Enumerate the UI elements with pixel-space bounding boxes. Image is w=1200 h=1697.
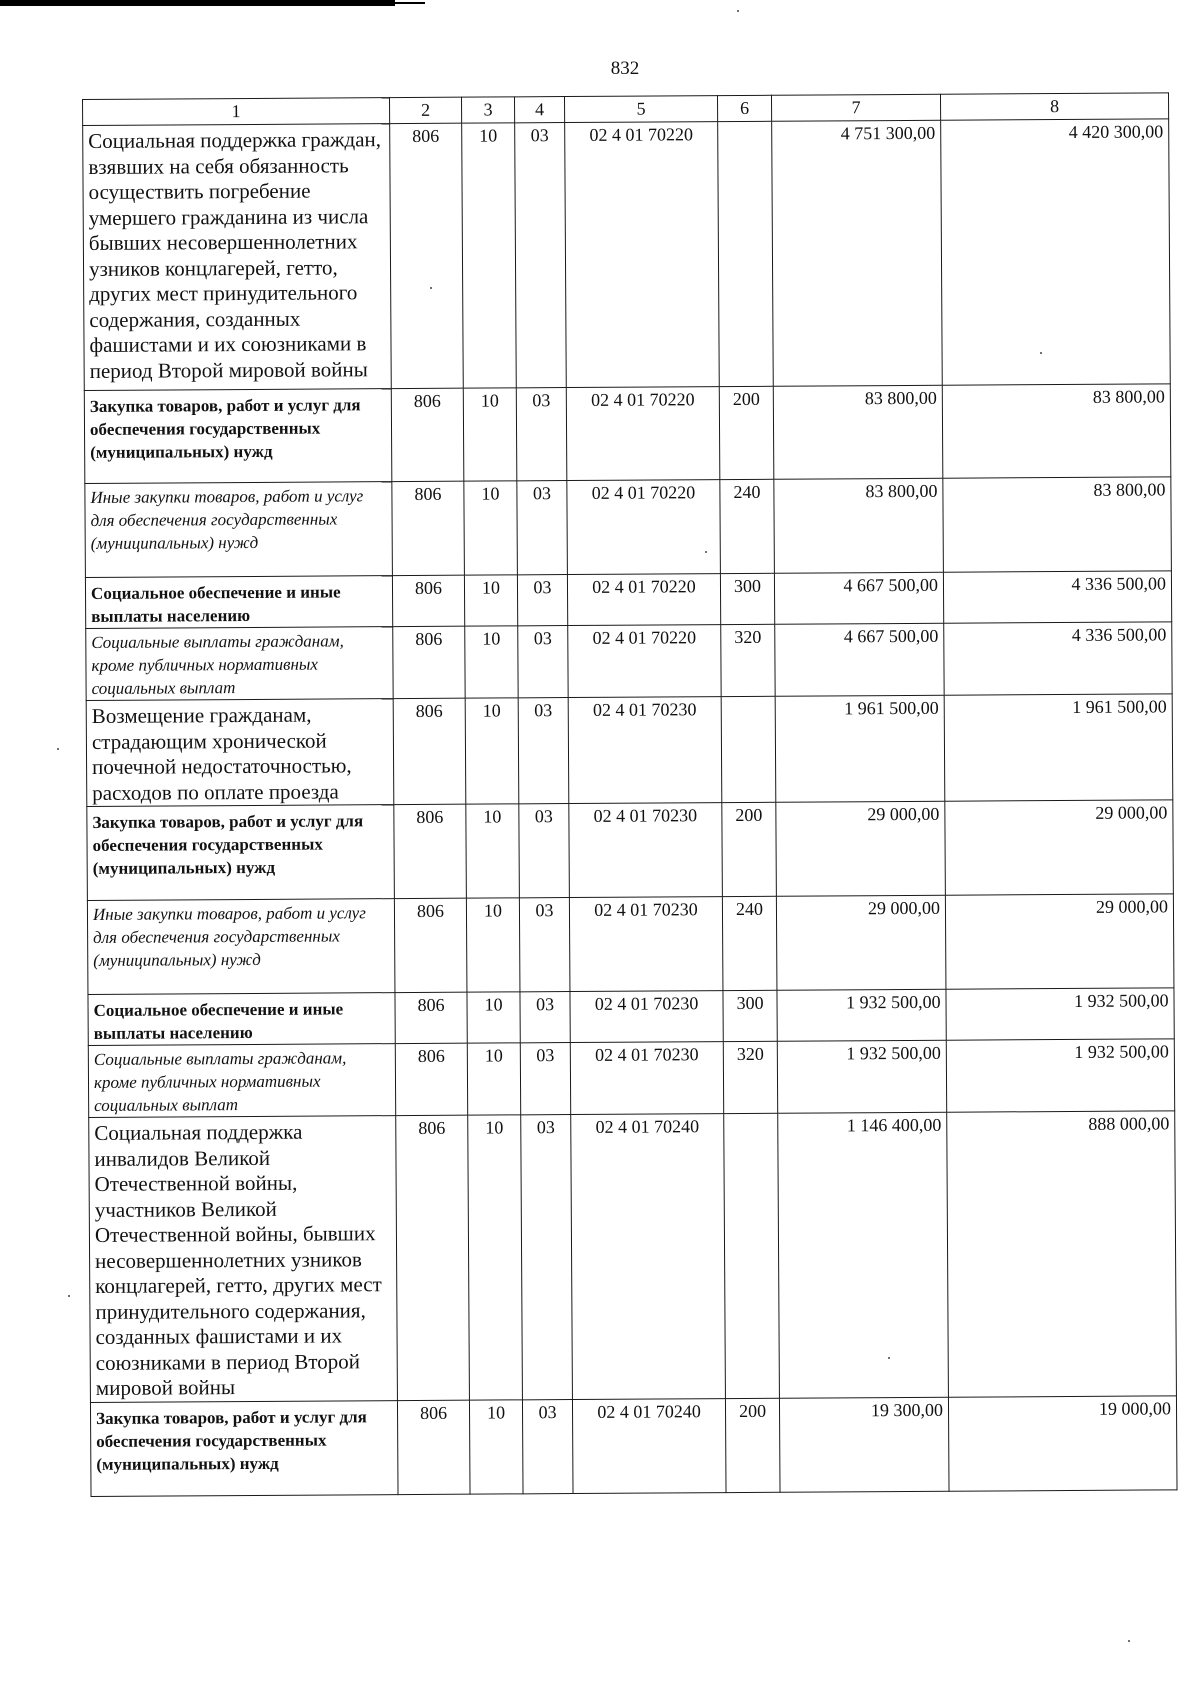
section-code: 10 — [466, 804, 520, 898]
scan-speck — [430, 287, 432, 289]
table-row — [89, 1111, 1177, 1402]
section-code: 10 — [463, 388, 517, 481]
expense-name: Иные закупки товаров, работ и услуг для обеспечения государственных (муниципальных) нужд — [85, 482, 393, 578]
expense-name: Закупка товаров, работ и услуг для обеспечения государственных (муниципальных) нужд — [87, 805, 395, 901]
amount-column-8: 1 932 500,00 — [946, 1039, 1174, 1112]
section-code: 10 — [465, 698, 519, 804]
ministry-code: 806 — [394, 804, 467, 898]
section-code: 10 — [467, 992, 520, 1043]
target-article-code: 02 4 01 70230 — [569, 803, 723, 898]
expense-type-code — [721, 696, 776, 802]
column-header-4: 4 — [514, 97, 564, 123]
page-number: 832 — [610, 58, 640, 79]
ministry-code: 806 — [390, 123, 464, 388]
target-article-code: 02 4 01 70220 — [566, 387, 720, 481]
ministry-code: 806 — [394, 898, 467, 992]
ministry-code: 806 — [391, 388, 464, 481]
amount-column-7: 83 800,00 — [774, 478, 944, 573]
column-header-7: 7 — [771, 94, 940, 121]
scan-top-rule-tail — [395, 2, 425, 4]
amount-column-8: 29 000,00 — [945, 894, 1174, 989]
target-article-code: 02 4 01 70230 — [570, 1042, 723, 1115]
amount-column-7: 4 667 500,00 — [774, 572, 943, 624]
amount-column-8: 1 932 500,00 — [946, 988, 1174, 1040]
ministry-code: 806 — [392, 481, 465, 575]
ministry-code: 806 — [397, 1400, 470, 1494]
amount-column-8: 4 336 500,00 — [944, 622, 1172, 695]
amount-column-7: 4 667 500,00 — [775, 623, 944, 696]
amount-column-7: 19 300,00 — [779, 1397, 949, 1492]
amount-column-8: 4 336 500,00 — [943, 571, 1171, 623]
amount-column-8: 1 961 500,00 — [944, 694, 1173, 801]
subsection-code: 03 — [517, 575, 567, 626]
ministry-code: 806 — [396, 1115, 470, 1400]
amount-column-8: 83 800,00 — [943, 477, 1172, 572]
expense-type-code: 200 — [719, 386, 774, 479]
amount-column-7: 83 800,00 — [773, 385, 943, 479]
scan-speck — [1040, 352, 1042, 354]
column-header-1: 1 — [83, 98, 390, 126]
table-row — [85, 571, 1171, 629]
subsection-code: 03 — [521, 1115, 573, 1400]
expense-type-code — [718, 121, 774, 386]
amount-column-8: 19 000,00 — [948, 1395, 1177, 1490]
amount-column-7: 1 932 500,00 — [777, 989, 946, 1041]
subsection-code: 03 — [515, 123, 567, 388]
section-code: 10 — [462, 123, 517, 388]
expense-type-code: 200 — [722, 802, 777, 896]
target-article-code: 02 4 01 70220 — [565, 122, 720, 388]
scan-speck — [57, 748, 59, 750]
table-row — [87, 894, 1174, 995]
ministry-code: 806 — [395, 1043, 467, 1115]
amount-column-7: 1 146 400,00 — [778, 1112, 949, 1398]
scan-speck — [737, 10, 739, 12]
target-article-code: 02 4 01 70220 — [567, 574, 720, 626]
subsection-code: 03 — [516, 388, 567, 481]
column-header-8: 8 — [940, 93, 1168, 120]
column-header-2: 2 — [389, 97, 461, 123]
table-row — [85, 477, 1172, 578]
subsection-code: 03 — [517, 481, 568, 575]
ministry-code: 806 — [395, 992, 467, 1043]
expense-type-code: 320 — [723, 1041, 777, 1113]
table-row — [86, 694, 1173, 807]
target-article-code: 02 4 01 70220 — [568, 625, 721, 698]
section-code: 10 — [464, 575, 517, 626]
table-row — [88, 1039, 1174, 1118]
target-article-code: 02 4 01 70230 — [570, 991, 723, 1043]
amount-column-7: 4 751 300,00 — [772, 120, 943, 386]
scan-speck — [68, 1295, 70, 1297]
target-article-code: 02 4 01 70240 — [572, 1398, 726, 1493]
ministry-code: 806 — [392, 575, 464, 626]
expense-name: Закупка товаров, работ и услуг для обеспечения государственных (муниципальных) нужд — [90, 1400, 398, 1496]
amount-column-8: 4 420 300,00 — [941, 119, 1171, 385]
scan-speck — [1128, 1640, 1130, 1642]
scan-top-rule — [0, 0, 395, 6]
amount-column-7: 1 932 500,00 — [777, 1040, 946, 1113]
section-code: 10 — [469, 1399, 523, 1493]
amount-column-7: 29 000,00 — [776, 895, 946, 990]
expense-name: Социальные выплаты гражданам, кроме публичных нормативных социальных выплат — [86, 627, 393, 701]
section-code: 10 — [468, 1115, 523, 1400]
target-article-code: 02 4 01 70230 — [568, 697, 722, 804]
section-code: 10 — [466, 898, 520, 992]
table-row — [86, 622, 1172, 701]
section-code: 10 — [464, 481, 518, 575]
table-row — [90, 1395, 1177, 1496]
ministry-code: 806 — [393, 698, 466, 804]
expense-name: Социальные выплаты гражданам, кроме публичных нормативных социальных выплат — [88, 1044, 395, 1118]
column-header-6: 6 — [717, 95, 771, 121]
target-article-code: 02 4 01 70240 — [571, 1114, 726, 1399]
amount-column-8: 29 000,00 — [945, 800, 1174, 895]
subsection-code: 03 — [520, 1043, 570, 1115]
expense-type-code: 300 — [720, 573, 774, 624]
amount-column-8: 83 800,00 — [942, 384, 1171, 478]
expense-type-code: 320 — [721, 624, 775, 696]
expense-name: Закупка товаров, работ и услуг для обеспечения государственных (муниципальных) нужд — [84, 389, 392, 484]
table-row — [84, 384, 1171, 484]
subsection-code: 03 — [519, 804, 570, 898]
ministry-code: 806 — [393, 626, 465, 698]
expense-name: Социальная поддержка инвалидов Великой Отечественной войны, участников Великой Отечественной войны, бывших несовершеннолетних узников концлагерей, гетто, других мест принудительного содержания, созданных фашистами и их союзниками в период Второй мировой войны — [89, 1116, 398, 1402]
amount-column-7: 29 000,00 — [776, 801, 946, 896]
expense-type-code: 240 — [720, 479, 775, 573]
expense-name: Социальное обеспечение и иные выплаты населению — [88, 993, 395, 1046]
expense-type-code — [724, 1113, 780, 1398]
expense-name: Социальное обеспечение и иные выплаты населению — [85, 576, 392, 629]
expense-name: Иные закупки товаров, работ и услуг для обеспечения государственных (муниципальных) нужд — [87, 899, 395, 995]
section-code: 10 — [465, 626, 518, 698]
column-header-5: 5 — [564, 96, 717, 123]
subsection-code: 03 — [518, 626, 568, 698]
subsection-code: 03 — [520, 992, 570, 1043]
target-article-code: 02 4 01 70230 — [569, 897, 723, 992]
expense-type-code: 200 — [725, 1398, 780, 1492]
expense-type-code: 300 — [723, 990, 777, 1041]
expense-name: Возмещение гражданам, страдающим хронической почечной недостаточностью, расходов по оплате проезда — [86, 699, 394, 807]
section-code: 10 — [467, 1043, 520, 1115]
expense-type-code: 240 — [722, 896, 777, 990]
table-row — [83, 119, 1171, 391]
table-row — [88, 988, 1174, 1046]
amount-column-7: 1 961 500,00 — [775, 695, 945, 802]
target-article-code: 02 4 01 70220 — [567, 480, 721, 575]
subsection-code: 03 — [522, 1399, 573, 1493]
expense-name: Социальная поддержка граждан, взявших на себя обязанность осуществить погребение умершего гражданина из числа бывших несовершеннолетних узников концлагерей, гетто, других мест принудительного содержания, созданных фашистами и их союзниками в период Второй мировой войны — [83, 124, 392, 391]
scan-speck — [705, 551, 707, 553]
amount-column-8: 888 000,00 — [947, 1111, 1177, 1397]
column-header-3: 3 — [461, 97, 514, 123]
budget-table — [82, 92, 1178, 1496]
subsection-code: 03 — [519, 898, 570, 992]
scan-speck — [888, 1357, 890, 1359]
subsection-code: 03 — [518, 698, 569, 804]
table-row — [87, 800, 1174, 901]
